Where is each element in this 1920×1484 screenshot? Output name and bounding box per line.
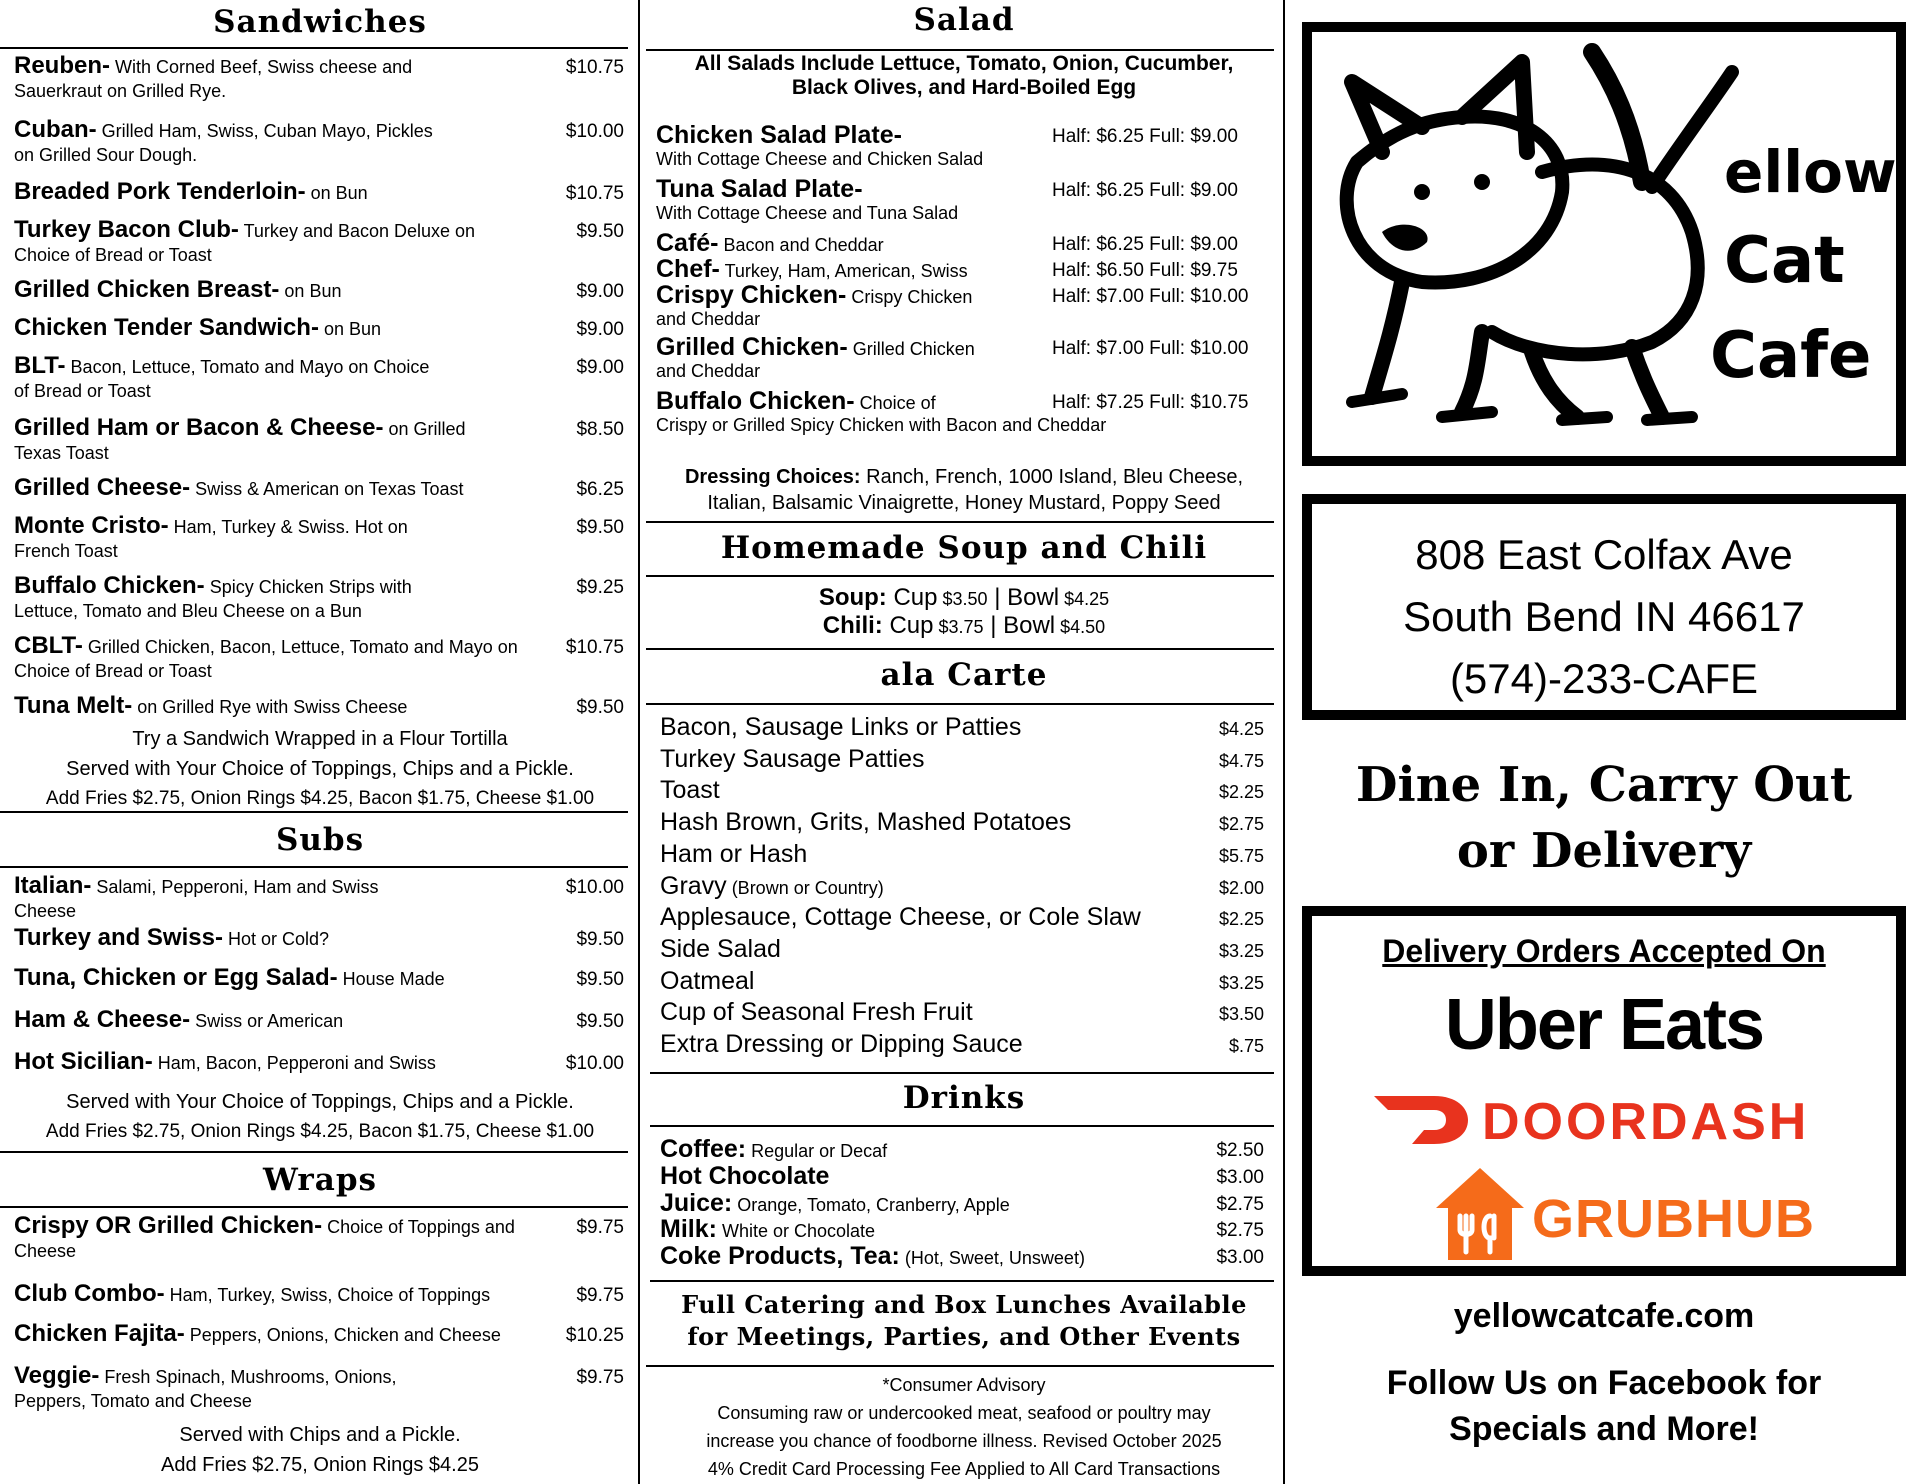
item-desc-2: With Cottage Cheese and Tuna Salad [656,203,959,223]
item-price: $3.50 [1218,1004,1264,1025]
item-price: $10.00 [565,877,624,898]
grubhub-icon [1432,1164,1528,1264]
item-desc-2: Cheese [14,1241,77,1261]
logo-word-1: ellow [1724,138,1896,206]
website-link[interactable]: yellowcatcafe.com [1453,1297,1755,1335]
item-desc-2: Sauerkraut on Grilled Rye. [14,81,227,101]
item-desc: Hot or Cold? [222,929,330,949]
item-name: Ham or Hash [660,839,808,868]
item-price: Half: $6.25 Full: $9.00 [1052,126,1238,147]
item-name: Chicken Fajita- [14,1320,185,1347]
divider [650,1072,1274,1074]
item-name: Tuna Salad Plate- [656,175,863,203]
divider [650,1280,1274,1282]
item-desc: Grilled Ham, Swiss, Cuban Mayo, Pickles [96,121,433,141]
alacarte-item [660,839,1264,870]
item-name: Monte Cristo- [14,512,169,539]
item-name: Turkey Bacon Club- [14,216,239,243]
item-desc: Orange, Tomato, Cranberry, Apple [732,1194,1010,1215]
item-name: Grilled Chicken- [656,333,848,361]
item-name: Chef- [656,255,720,283]
item-desc: Choice of Toppings and [322,1217,515,1237]
menu-item [14,180,624,205]
dressing-label: Dressing Choices: [684,466,861,488]
item-name: Veggie- [14,1362,100,1389]
item-desc: Grilled Chicken, Bacon, Lettuce, Tomato and Mayo on [82,637,518,657]
soup-cup: Cup [886,584,938,611]
facebook-line-1: Follow Us on Facebook for [1386,1364,1822,1402]
item-desc: Turkey, Ham, American, Swiss [719,261,968,281]
item-name: Breaded Pork Tenderloin- [14,178,306,205]
menu-item [14,1282,624,1307]
menu-item [14,874,624,923]
item-name: Grilled Chicken Breast- [14,276,280,303]
alacarte-item [660,712,1264,743]
soup-bowl: | Bowl [987,584,1060,611]
item-desc: Crispy Chicken [846,287,973,307]
right-column [1288,0,1920,1484]
item-price: $3.00 [1216,1166,1264,1188]
item-desc-2: Texas Toast [14,443,109,463]
dressing-line-2: Italian, Balsamic Vinaigrette, Honey Mustard, Poppy Seed [707,492,1221,514]
item-desc-2: Cheese [14,901,77,921]
column-divider [638,0,640,1484]
wraps-note-1: Served with Chips and a Pickle. [179,1424,461,1446]
menu-item [14,966,624,991]
menu-item [14,118,624,167]
item-desc-2: on Grilled Sour Dough. [14,145,198,165]
item-price: $9.00 [576,319,624,340]
item-desc: Grilled Chicken [847,339,975,359]
salad-item [656,333,1276,382]
item-price: $10.25 [565,1325,624,1346]
item-desc: Turkey and Bacon Deluxe on [238,221,476,241]
item-desc-2: and Cheddar [656,361,761,381]
menu-item [14,574,624,623]
item-name: Reuben- [14,52,110,79]
address-line-2: South Bend IN 46617 [1403,593,1805,640]
item-desc-2: Choice of Bread or Toast [14,245,212,265]
wraps-note-2: Add Fries $2.75, Onion Rings $4.25 [161,1454,479,1476]
item-name: Chicken Salad Plate- [656,121,902,149]
chili-line [644,612,1284,641]
item-name: Turkey and Swiss- [14,924,223,951]
item-price: $9.50 [576,221,624,242]
divider [0,811,628,813]
item-name: Milk: [660,1215,717,1244]
doordash-wordmark: DOORDASH [1482,1093,1810,1151]
item-desc: Spicy Chicken Strips with [204,577,412,597]
item-desc-2: Choice of Bread or Toast [14,661,212,681]
item-desc: Ham, Turkey, Swiss, Choice of Toppings [164,1285,491,1305]
item-name: Ham & Cheese- [14,1006,191,1033]
column-divider [1283,0,1285,1484]
subs-note-2: Add Fries $2.75, Onion Rings $4.25, Bacon $1.75, Cheese $1.00 [45,1121,595,1142]
item-name: Applesauce, Cottage Cheese, or Cole Slaw [660,903,1141,932]
item-desc: Swiss or American [190,1011,344,1031]
item-name: CBLT- [14,632,83,659]
subs-title: Subs [275,822,365,858]
drinks-title: Drinks [902,1080,1026,1116]
subs-note-1: Served with Your Choice of Toppings, Chips and a Pickle. [66,1091,574,1113]
item-price: Half: $6.25 Full: $9.00 [1052,180,1238,201]
item-desc-2: Lettuce, Tomato and Bleu Cheese on a Bun [14,601,362,621]
sandwich-note-2: Served with Your Choice of Toppings, Chips and a Pickle. [66,758,574,780]
item-name: Turkey Sausage Patties [660,744,925,773]
catering-line-1: Full Catering and Box Lunches Available [681,1290,1247,1319]
alacarte-item [660,744,1264,775]
advisory-line-1: Consuming raw or undercooked meat, seafood or poultry may [717,1403,1211,1423]
item-desc: Ham, Bacon, Pepperoni and Swiss [152,1053,436,1073]
item-price: $2.00 [1218,877,1264,898]
item-name: Hot Chocolate [660,1161,830,1190]
alacarte-item [660,966,1264,997]
grubhub-logo[interactable] [1432,1164,1832,1264]
item-price: $6.25 [576,479,624,500]
divider [0,866,628,868]
salad-item [656,175,1276,224]
item-price: Half: $6.50 Full: $9.75 [1052,260,1238,281]
alacarte-item [660,775,1264,806]
salad-title: Salad [913,2,1015,38]
item-price: $2.25 [1218,782,1264,803]
sandwich-note-1: Try a Sandwich Wrapped in a Flour Tortilla [132,728,508,750]
divider [0,47,628,49]
item-desc: House Made [337,969,445,989]
item-price: $10.00 [565,121,624,142]
item-price: $5.75 [1218,845,1264,866]
salad-intro-2: Black Olives, and Hard-Boiled Egg [791,76,1137,99]
item-price: $9.75 [576,1285,624,1306]
item-name: Tuna, Chicken or Egg Salad- [14,964,338,991]
item-desc: Fresh Spinach, Mushrooms, Onions, [99,1367,397,1387]
soup-bowl-price: $4.25 [1059,589,1110,609]
menu-item [14,416,624,465]
item-price: $10.75 [565,183,624,204]
item-desc-2: With Cottage Cheese and Chicken Salad [656,149,984,169]
item-price: $3.25 [1218,972,1264,993]
service-line-1: Dine In, Carry Out [1355,757,1853,813]
item-name: Tuna Melt- [14,692,133,719]
left-column [0,0,640,1484]
item-price: $3.00 [1216,1247,1264,1269]
menu-item [14,514,624,563]
menu-item [14,316,624,341]
item-price: $.75 [1228,1036,1264,1056]
item-desc: Ham, Turkey & Swiss. Hot on [168,517,408,537]
menu-item [14,694,624,719]
logo-word-2: Cat [1724,224,1845,298]
soup-title: Homemade Soup and Chili [720,530,1208,566]
item-price: $4.25 [1218,719,1264,739]
doordash-logo[interactable] [1372,1088,1852,1151]
address-box [1302,494,1906,720]
divider [646,648,1274,650]
item-name: Chicken Tender Sandwich- [14,314,319,341]
item-desc: White or Chocolate [716,1221,876,1242]
item-name: Extra Dressing or Dipping Sauce [660,1030,1023,1058]
menu-item [14,54,624,103]
chili-bowl-price: $4.50 [1055,617,1106,637]
item-desc: Swiss & American on Texas Toast [190,479,464,499]
item-name: Coke Products, Tea: [660,1242,900,1271]
item-price: $10.75 [565,57,624,78]
menu-item [14,926,624,951]
item-price: $9.50 [576,517,624,538]
item-name: Cuban- [14,116,97,143]
item-price: Half: $6.25 Full: $9.00 [1052,234,1238,255]
soup-label: Soup: [818,584,887,611]
drink-item [660,1243,1264,1271]
item-name: Gravy [660,871,727,900]
salad-intro-1: All Salads Include Lettuce, Tomato, Onion, Cucumber, [694,52,1234,75]
menu-item [14,1322,624,1347]
item-desc-2: French Toast [14,541,118,561]
item-name: Hot Sicilian- [14,1048,153,1075]
salad-item [656,229,1276,257]
item-name: Crispy Chicken- [656,281,847,309]
divider [646,1365,1274,1367]
chili-bowl: | Bowl [983,612,1056,639]
advisory-line-3: 4% Credit Card Processing Fee Applied to All Card Transactions [707,1459,1221,1479]
item-name: Side Salad [660,934,781,963]
menu-item [14,278,624,303]
item-desc: Bacon, Lettuce, Tomato and Mayo on Choice [65,357,430,377]
grubhub-wordmark: GRUBHUB [1532,1189,1815,1249]
delivery-box [1302,906,1906,1276]
item-name: Grilled Cheese- [14,474,191,501]
item-name: Cup of Seasonal Fresh Fruit [660,998,973,1027]
item-price: Half: $7.00 Full: $10.00 [1052,286,1249,307]
advisory-line-2: increase you chance of foodborne illness. Revised October 2025 [706,1431,1222,1451]
item-note: (Brown or Country) [726,877,884,898]
item-name: Crispy OR Grilled Chicken- [14,1212,323,1239]
alacarte-item [660,1029,1264,1060]
item-name: BLT- [14,352,66,379]
yellow-cat-logo [1312,32,1896,456]
chili-cup: Cup [882,612,934,639]
item-price: $10.75 [565,637,624,658]
dressing-line-1 [644,464,1284,490]
item-desc: Regular or Decaf [746,1141,888,1161]
menu-item [14,1008,624,1033]
item-name: Club Combo- [14,1280,165,1307]
item-desc: Bacon and Cheddar [718,235,884,255]
delivery-title: Delivery Orders Accepted On [1382,933,1826,969]
service-line-2: or Delivery [1456,823,1752,879]
chili-label: Chili: [822,612,883,639]
item-desc-2: and Cheddar [656,309,761,329]
drink-item [660,1136,1264,1164]
divider [650,1125,1274,1127]
menu-item [14,354,624,403]
divider [646,575,1274,577]
item-name: Grilled Ham or Bacon & Cheese- [14,414,384,441]
salad-item [656,255,1276,283]
alacarte-item [660,934,1264,965]
item-desc: on Bun [305,183,368,203]
chili-cup-price: $3.75 [933,617,984,637]
middle-column [644,0,1284,1484]
item-price: $2.50 [1216,1140,1264,1161]
item-price: $4.75 [1218,750,1264,771]
sandwiches-title: Sandwiches [213,4,427,40]
item-price: $9.00 [576,357,624,378]
wraps-title: Wraps [263,1162,377,1198]
drink-item [660,1163,1264,1191]
item-desc: on Bun [318,319,382,339]
dressing-text: Ranch, French, 1000 Island, Bleu Cheese, [860,466,1244,488]
divider [0,1206,628,1208]
item-price: $9.50 [576,697,624,718]
address-line-1: 808 East Colfax Ave [1415,531,1793,578]
item-desc-2: of Bread or Toast [14,381,151,401]
menu-item [14,634,624,683]
item-desc: on Bun [279,281,342,301]
item-price: $9.75 [576,1217,624,1238]
item-desc: on Grilled Rye with Swiss Cheese [132,697,408,717]
item-desc: Salami, Pepperoni, Ham and Swiss [91,877,379,897]
logo-word-3: Cafe [1710,319,1872,393]
item-price: $9.75 [576,1367,624,1388]
item-desc-2: Crispy or Grilled Spicy Chicken with Bacon and Cheddar [656,415,1107,435]
drink-item [660,1216,1264,1244]
item-name: Bacon, Sausage Links or Patties [660,713,1022,741]
alacarte-item [660,807,1264,838]
alacarte-title: ala Carte [880,657,1048,693]
item-price: $9.50 [576,929,624,950]
item-price: $2.75 [1216,1193,1264,1215]
item-desc: With Corned Beef, Swiss cheese and [110,57,413,77]
item-price: $9.00 [576,281,624,302]
salad-item [656,387,1276,436]
item-desc: Peppers, Onions, Chicken and Cheese [184,1325,501,1345]
menu-item [14,476,624,501]
menu-item [14,1364,624,1413]
item-price: $8.50 [576,419,624,440]
ubereats-logo[interactable]: Uber Eats [1444,985,1764,1065]
catering-line-2: for Meetings, Parties, and Other Events [687,1322,1241,1351]
item-price: Half: $7.00 Full: $10.00 [1052,338,1249,359]
phone-number: (574)-233-CAFE [1449,655,1759,702]
alacarte-item [660,997,1264,1028]
doordash-icon [1372,1090,1472,1150]
salad-item [656,281,1276,330]
drink-item [660,1190,1264,1218]
divider [646,703,1274,705]
divider [646,521,1274,523]
item-price: $2.75 [1216,1220,1264,1242]
item-name: Toast [660,776,720,805]
item-name: Oatmeal [660,966,755,995]
logo-box [1302,22,1906,466]
advisory-title: *Consumer Advisory [882,1375,1046,1395]
soup-line [644,584,1284,613]
menu-item [14,218,624,267]
item-price: Half: $7.25 Full: $10.75 [1052,392,1249,413]
item-name: Hash Brown, Grits, Mashed Potatoes [660,808,1072,837]
item-price: $9.50 [576,1011,624,1032]
facebook-line-2: Specials and More! [1449,1410,1759,1448]
item-desc: (Hot, Sweet, Unsweet) [899,1248,1085,1269]
salad-item [656,121,1276,170]
alacarte-item [660,871,1264,904]
item-name: Buffalo Chicken- [656,387,855,415]
item-desc-2: Peppers, Tomato and Cheese [14,1391,252,1411]
item-price: $3.25 [1218,940,1264,961]
item-name: Italian- [14,872,92,899]
item-desc: Choice of [854,393,936,413]
item-price: $9.50 [576,969,624,990]
divider [0,1151,628,1153]
sandwich-note-3: Add Fries $2.75, Onion Rings $4.25, Bacon $1.75, Cheese $1.00 [45,788,595,809]
item-price: $9.25 [576,577,624,598]
menu-item [14,1050,624,1075]
item-name: Café- [656,229,719,257]
item-name: Buffalo Chicken- [14,572,205,599]
item-name: Coffee: [660,1135,747,1163]
alacarte-item [660,902,1264,933]
item-price: $2.75 [1218,814,1264,835]
item-price: $10.00 [565,1053,624,1074]
item-price: $2.25 [1218,909,1264,930]
item-desc: on Grilled [383,419,466,439]
soup-cup-price: $3.50 [937,589,988,609]
item-name: Juice: [660,1188,733,1217]
menu-item [14,1214,624,1263]
divider [646,49,1274,51]
